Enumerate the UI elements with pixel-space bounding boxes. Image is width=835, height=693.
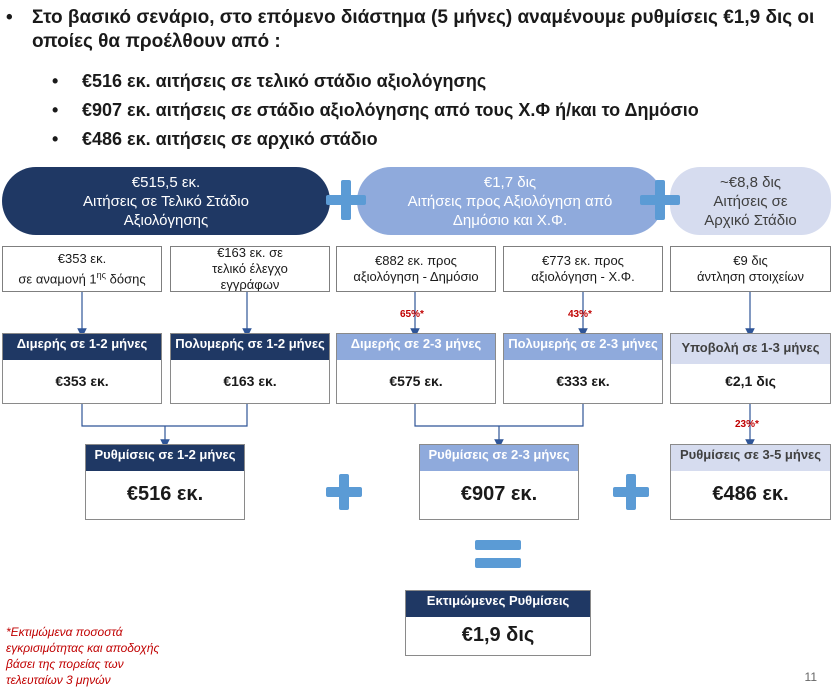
detail-d4-line1: €773 εκ. προς: [542, 253, 624, 268]
stage-card-submission-1-3: [670, 333, 831, 404]
footnote: [6, 624, 159, 688]
stage-s1-header: Διμερής σε 1-2 μήνες: [3, 334, 161, 360]
stage-s4-header: Πολυμερής σε 2-3 μήνες: [504, 334, 662, 360]
stage-card-bilateral-1-2: [2, 333, 162, 404]
detail-d3-line1: €882 εκ. προς: [375, 253, 457, 268]
merge-mid: [415, 404, 583, 426]
detail-d1-line1: €353 εκ.: [57, 250, 107, 266]
total-header: Εκτιμώμενες Ρυθμίσεις: [406, 591, 590, 617]
detail-d5-line2: άντληση στοιχείων: [697, 269, 804, 284]
plus-icon: [613, 474, 649, 510]
stage-s4-value: €333 εκ.: [556, 372, 610, 389]
settlement-r1-value: €516 εκ.: [126, 482, 204, 505]
pill-review-line3: Δημόσιο και Χ.Φ.: [452, 211, 568, 229]
settlement-r3-header: Ρυθμίσεις σε 3-5 μήνες: [671, 445, 830, 471]
footnote-line3: βάσει της πορείας των: [6, 657, 124, 671]
settlement-r2-header: Ρυθμίσεις σε 2-3 μήνες: [420, 445, 578, 471]
bullet-dot: •: [52, 100, 59, 120]
footnote-line4: τελευταίων 3 μηνών: [6, 673, 111, 687]
plus-icon: [326, 180, 366, 220]
bullet-dot: •: [52, 71, 59, 91]
detail-d5-line1: €9 δις: [733, 253, 768, 268]
bullet-dot: •: [6, 7, 13, 28]
plus-icon: [640, 180, 680, 220]
total-value: €1,9 δις: [461, 623, 535, 646]
merge-left: [82, 404, 247, 426]
stage-s2-value: €163 εκ.: [223, 372, 277, 389]
pill-initial-line2: Αιτήσεις σε: [713, 192, 788, 210]
header-item-3-text: €486 εκ. αιτήσεις σε αρχικό στάδιο: [82, 129, 378, 149]
stage-card-multilateral-1-2: [170, 333, 330, 404]
approval-pct-65: 65%*: [400, 309, 424, 320]
pill-initial-amount: ~€8,8 δις: [719, 173, 782, 191]
stage-s2-header: Πολυμερής σε 1-2 μήνες: [171, 334, 329, 360]
detail-box-9bn: [670, 246, 831, 292]
detail-d2-line1: €163 εκ. σε: [217, 246, 283, 260]
detail-box-882: [336, 246, 496, 292]
stage-s5-header: Υποβολή σε 1-3 μήνες: [671, 334, 830, 364]
detail-d3-line2: αξιολόγηση - Δημόσιο: [353, 269, 479, 284]
stage-s5-value: €2,1 δις: [725, 372, 776, 389]
settlement-r1-header: Ρυθμίσεις σε 1-2 μήνες: [86, 445, 244, 471]
pill-final-stage: [2, 167, 330, 235]
pill-final-line2: Αιτήσεις σε Τελικό Στάδιο: [83, 192, 249, 210]
bullet-dot: •: [52, 129, 59, 149]
footnote-line1: *Εκτιμώμενα ποσοστά: [6, 625, 123, 639]
pill-review-amount: €1,7 δις: [483, 173, 537, 191]
plus-icon: [326, 474, 362, 510]
equals-icon: [475, 540, 521, 570]
detail-d2-line2: τελικό έλεγχο: [212, 261, 288, 276]
detail-box-353: [2, 246, 162, 292]
detail-box-163: [170, 246, 330, 292]
header-item-1-text: €516 εκ. αιτήσεις σε τελικό στάδιο αξιολόγησης: [82, 71, 487, 91]
pill-review-stage: [357, 167, 663, 235]
pill-initial-line3: Αρχικό Στάδιο: [704, 211, 797, 229]
header-item-2-text: €907 εκ. αιτήσεις σε στάδιο αξιολόγησης από τους Χ.Φ ή/και το Δημόσιο: [82, 100, 699, 120]
detail-box-773: [503, 246, 663, 292]
stage-s1-value: €353 εκ.: [55, 372, 109, 389]
detail-d4-line2: αξιολόγηση - Χ.Φ.: [531, 269, 635, 284]
header-line-main: Στο βασικό σενάριο, στο επόμενο διάστημα (5 μήνες) αναμένουμε ρυθμίσεις €1,9 δις οι οποίες θα προέλθουν από :: [32, 7, 815, 52]
pill-initial-stage: [670, 167, 831, 235]
settlement-r2-value: €907 εκ.: [460, 482, 538, 505]
stage-card-multilateral-2-3: [503, 333, 663, 404]
pill-final-amount: €515,5 εκ.: [131, 173, 201, 191]
settlement-card-3-5: [670, 444, 831, 520]
page-number: 11: [804, 670, 817, 684]
settlement-card-2-3: [419, 444, 579, 520]
approval-pct-23: 23%*: [735, 419, 759, 430]
settlement-r3-value: €486 εκ.: [712, 482, 789, 505]
footnote-line2: εγκρισιμότητας και αποδοχής: [6, 641, 160, 655]
stage-s3-value: €575 εκ.: [389, 372, 443, 389]
detail-d2-line3: εγγράφων: [220, 277, 280, 292]
stage-card-bilateral-2-3: [336, 333, 496, 404]
approval-pct-43: 43%*: [568, 309, 592, 320]
total-settlements-card: [405, 590, 591, 656]
settlement-card-1-2: [85, 444, 245, 520]
stage-s3-header: Διμερής σε 2-3 μήνες: [337, 334, 495, 360]
pill-final-line3: Αξιολόγησης: [123, 211, 209, 229]
detail-d1-line2: σε αναμονή $1^{\eta\varsigma}$ δόσης: [18, 269, 146, 287]
pill-review-line2: Αιτήσεις προς Αξιολόγηση από: [407, 192, 613, 210]
